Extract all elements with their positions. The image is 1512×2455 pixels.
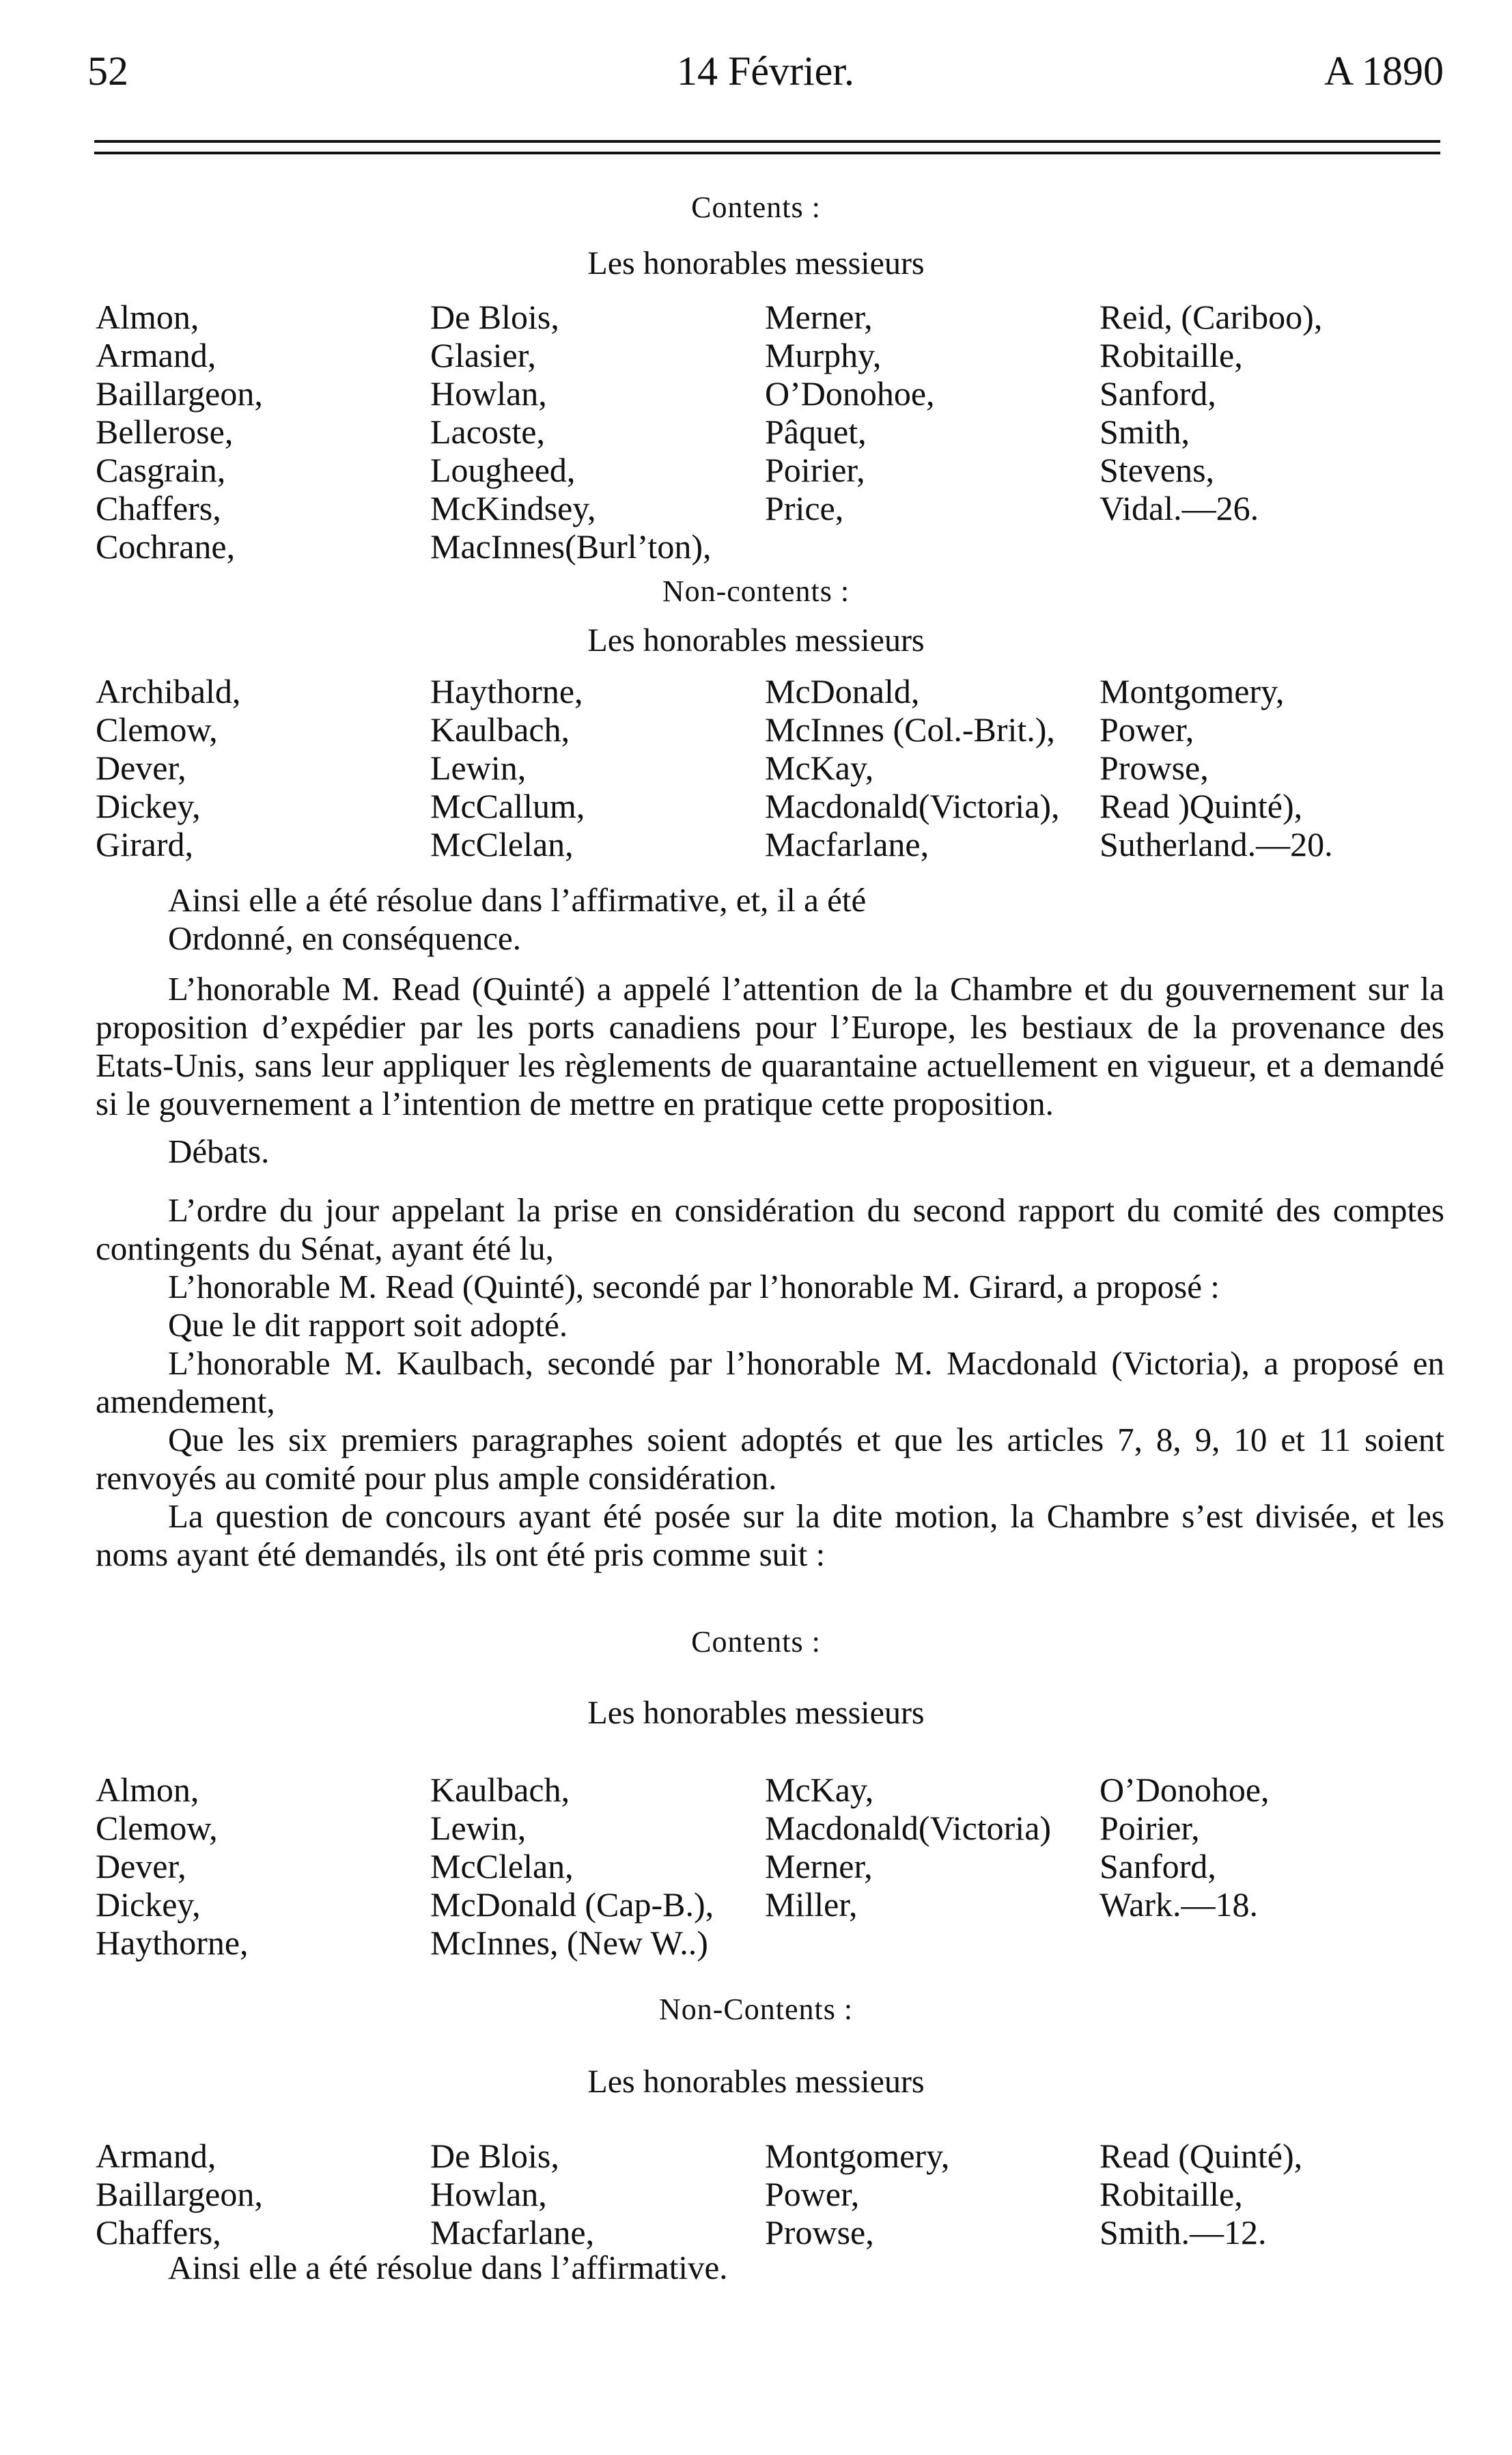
header-date: 14 Février.: [677, 48, 854, 94]
member-name: Almon,: [96, 298, 199, 336]
member-name: McDonald,: [765, 672, 920, 710]
names-column: [1100, 672, 1333, 863]
member-name: Howlan,: [430, 2175, 547, 2213]
member-name: Wark.—18.: [1100, 1885, 1259, 1924]
member-name: Dickey,: [96, 1885, 201, 1924]
member-name: Clemow,: [96, 710, 218, 749]
member-name: Robitaille,: [1100, 2175, 1243, 2213]
member-name: Cochrane,: [96, 527, 236, 566]
member-name: Kaulbach,: [430, 710, 570, 749]
names-column: [1100, 2137, 1302, 2251]
vote1-noncontents-subheading: Les honorables messieurs: [587, 622, 925, 658]
member-name: Reid, (Cariboo),: [1100, 298, 1323, 336]
member-name: Power,: [765, 2175, 860, 2213]
member-name: Sanford,: [1100, 374, 1216, 413]
member-name: Robitaille,: [1100, 336, 1243, 374]
paragraph-order-of-day: L’ordre du jour appelant la prise en considération du second rapport du comité des comptes contingents du Sénat, ayant été lu,: [96, 1191, 1444, 1267]
member-name: Price,: [765, 489, 844, 527]
paragraph-debates: Débats.: [168, 1133, 270, 1170]
member-name: McClelan,: [430, 1847, 574, 1885]
member-name: Glasier,: [430, 336, 536, 374]
member-name: Armand,: [96, 2137, 216, 2175]
member-name: Stevens,: [1100, 451, 1215, 489]
member-name: Vidal.—26.: [1100, 489, 1259, 527]
member-name: Armand,: [96, 336, 216, 374]
member-name: Smith.—12.: [1100, 2213, 1267, 2251]
names-column: [765, 2137, 949, 2251]
member-name: Macfarlane,: [430, 2213, 595, 2251]
names-column: [430, 672, 585, 863]
member-name: Sanford,: [1100, 1847, 1216, 1885]
member-name: McClelan,: [430, 825, 574, 863]
member-name: Lacoste,: [430, 413, 545, 451]
paragraph-amendment-text: Que les six premiers paragraphes soient adoptés et que les articles 7, 8, 9, 10 et 11 soient renvoyés au comité pour plus ample considération.: [96, 1421, 1444, 1497]
member-name: Poirier,: [765, 451, 865, 489]
member-name: De Blois,: [430, 2137, 559, 2175]
member-name: Casgrain,: [96, 451, 226, 489]
member-name: McInnes (Col.-Brit.),: [765, 710, 1055, 749]
member-name: Prowse,: [765, 2213, 874, 2251]
member-name: Poirier,: [1100, 1809, 1200, 1847]
page-number: 52: [87, 48, 128, 94]
member-name: McInnes, (New W..): [430, 1924, 708, 1962]
member-name: Merner,: [765, 1847, 873, 1885]
member-name: Chaffers,: [96, 2213, 221, 2251]
vote1-contents-subheading: Les honorables messieurs: [587, 245, 925, 281]
member-name: Chaffers,: [96, 489, 221, 527]
vote2-contents-subheading: Les honorables messieurs: [587, 1695, 925, 1731]
member-name: Montgomery,: [765, 2137, 950, 2175]
member-name: Merner,: [765, 298, 873, 336]
names-column: [765, 1771, 1051, 1924]
proceedings-text: [96, 970, 1444, 1574]
member-name: McDonald (Cap-B.),: [430, 1885, 714, 1924]
member-name: Murphy,: [765, 336, 882, 374]
member-name: Kaulbach,: [430, 1771, 570, 1809]
names-column: [96, 2137, 263, 2251]
vote1-contents-heading: Contents :: [691, 191, 821, 224]
names-column: [430, 298, 711, 566]
member-name: Miller,: [765, 1885, 858, 1924]
header-year: A 1890: [1324, 48, 1444, 94]
member-name: Macfarlane,: [765, 825, 929, 863]
paragraph-amendment: L’honorable M. Kaulbach, secondé par l’honorable M. Macdonald (Victoria), a proposé en amendement,: [96, 1344, 1444, 1420]
member-name: Montgomery,: [1100, 672, 1285, 710]
member-name: Prowse,: [1100, 749, 1209, 787]
member-name: Howlan,: [430, 374, 547, 413]
member-name: Dever,: [96, 749, 186, 787]
member-name: Lougheed,: [430, 451, 576, 489]
vote2-noncontents-heading: Non-Contents :: [658, 1993, 854, 2026]
member-name: Baillargeon,: [96, 374, 263, 413]
member-name: Read (Quinté),: [1100, 2137, 1303, 2175]
result-line: Ainsi elle a été résolue dans l’affirmative.: [168, 2249, 728, 2286]
paragraph-motion-text: Que le dit rapport soit adopté.: [168, 1306, 568, 1344]
header-rule-top: [94, 140, 1440, 143]
result-line: Ainsi elle a été résolue dans l’affirmative, et, il a été: [168, 881, 867, 919]
paragraph-division: La question de concours ayant été posée sur la dite motion, la Chambre s’est divisée, et les noms ayant été demandés, ils ont été pris comme suit :: [96, 1497, 1444, 1573]
names-column: [430, 2137, 594, 2251]
member-name: Bellerose,: [96, 413, 234, 451]
names-column: [96, 298, 263, 566]
member-name: Baillargeon,: [96, 2175, 263, 2213]
member-name: Archibald,: [96, 672, 241, 710]
names-column: [96, 672, 240, 863]
result-line: Ordonné, en conséquence.: [168, 919, 522, 957]
member-name: McKindsey,: [430, 489, 596, 527]
vote1-result: [96, 881, 1444, 958]
member-name: Power,: [1100, 710, 1194, 749]
names-column: [1100, 1771, 1270, 1924]
member-name: McKay,: [765, 1771, 874, 1809]
member-name: Girard,: [96, 825, 193, 863]
vote2-result: [96, 2249, 1444, 2287]
names-column: [96, 1771, 249, 1962]
member-name: McKay,: [765, 749, 874, 787]
member-name: Almon,: [96, 1771, 199, 1809]
vote1-noncontents-heading: Non-contents :: [662, 574, 850, 608]
paragraph-motion: L’honorable M. Read (Quinté), secondé par l’honorable M. Girard, a proposé :: [168, 1268, 1220, 1305]
member-name: Lewin,: [430, 749, 527, 787]
vote2-contents-heading: Contents :: [691, 1625, 821, 1659]
member-name: De Blois,: [430, 298, 559, 336]
member-name: Lewin,: [430, 1809, 527, 1847]
names-column: [1100, 298, 1322, 527]
page-header: [87, 48, 1444, 109]
member-name: MacInnes(Burl’ton),: [430, 527, 712, 566]
member-name: Dever,: [96, 1847, 186, 1885]
member-name: Pâquet,: [765, 413, 867, 451]
paragraph-read-question: L’honorable M. Read (Quinté) a appelé l’attention de la Chambre et du gouvernement sur la proposition d’expédier par les ports canadiens pour l’Europe, les bestiaux de la provenance des Etats-Unis, sans leur appliquer les règlements de quarantaine actuellement en vigueur, et a demandé si le gouvernement a l’intention de mettre en pratique cette proposition.: [96, 970, 1444, 1122]
member-name: Sutherland.—20.: [1100, 825, 1333, 863]
vote2-noncontents-subheading: Les honorables messieurs: [587, 2064, 925, 2100]
member-name: McCallum,: [430, 787, 585, 825]
member-name: Read )Quinté),: [1100, 787, 1303, 825]
member-name: Haythorne,: [430, 672, 583, 710]
member-name: Macdonald(Victoria),: [765, 787, 1060, 825]
member-name: Haythorne,: [96, 1924, 249, 1962]
names-column: [765, 672, 1060, 863]
member-name: Dickey,: [96, 787, 201, 825]
member-name: Clemow,: [96, 1809, 218, 1847]
member-name: O’Donohoe,: [765, 374, 935, 413]
names-column: [430, 1771, 714, 1962]
names-column: [765, 298, 935, 527]
header-rule-bottom: [94, 152, 1440, 154]
member-name: Macdonald(Victoria): [765, 1809, 1052, 1847]
member-name: O’Donohoe,: [1100, 1771, 1270, 1809]
member-name: Smith,: [1100, 413, 1190, 451]
